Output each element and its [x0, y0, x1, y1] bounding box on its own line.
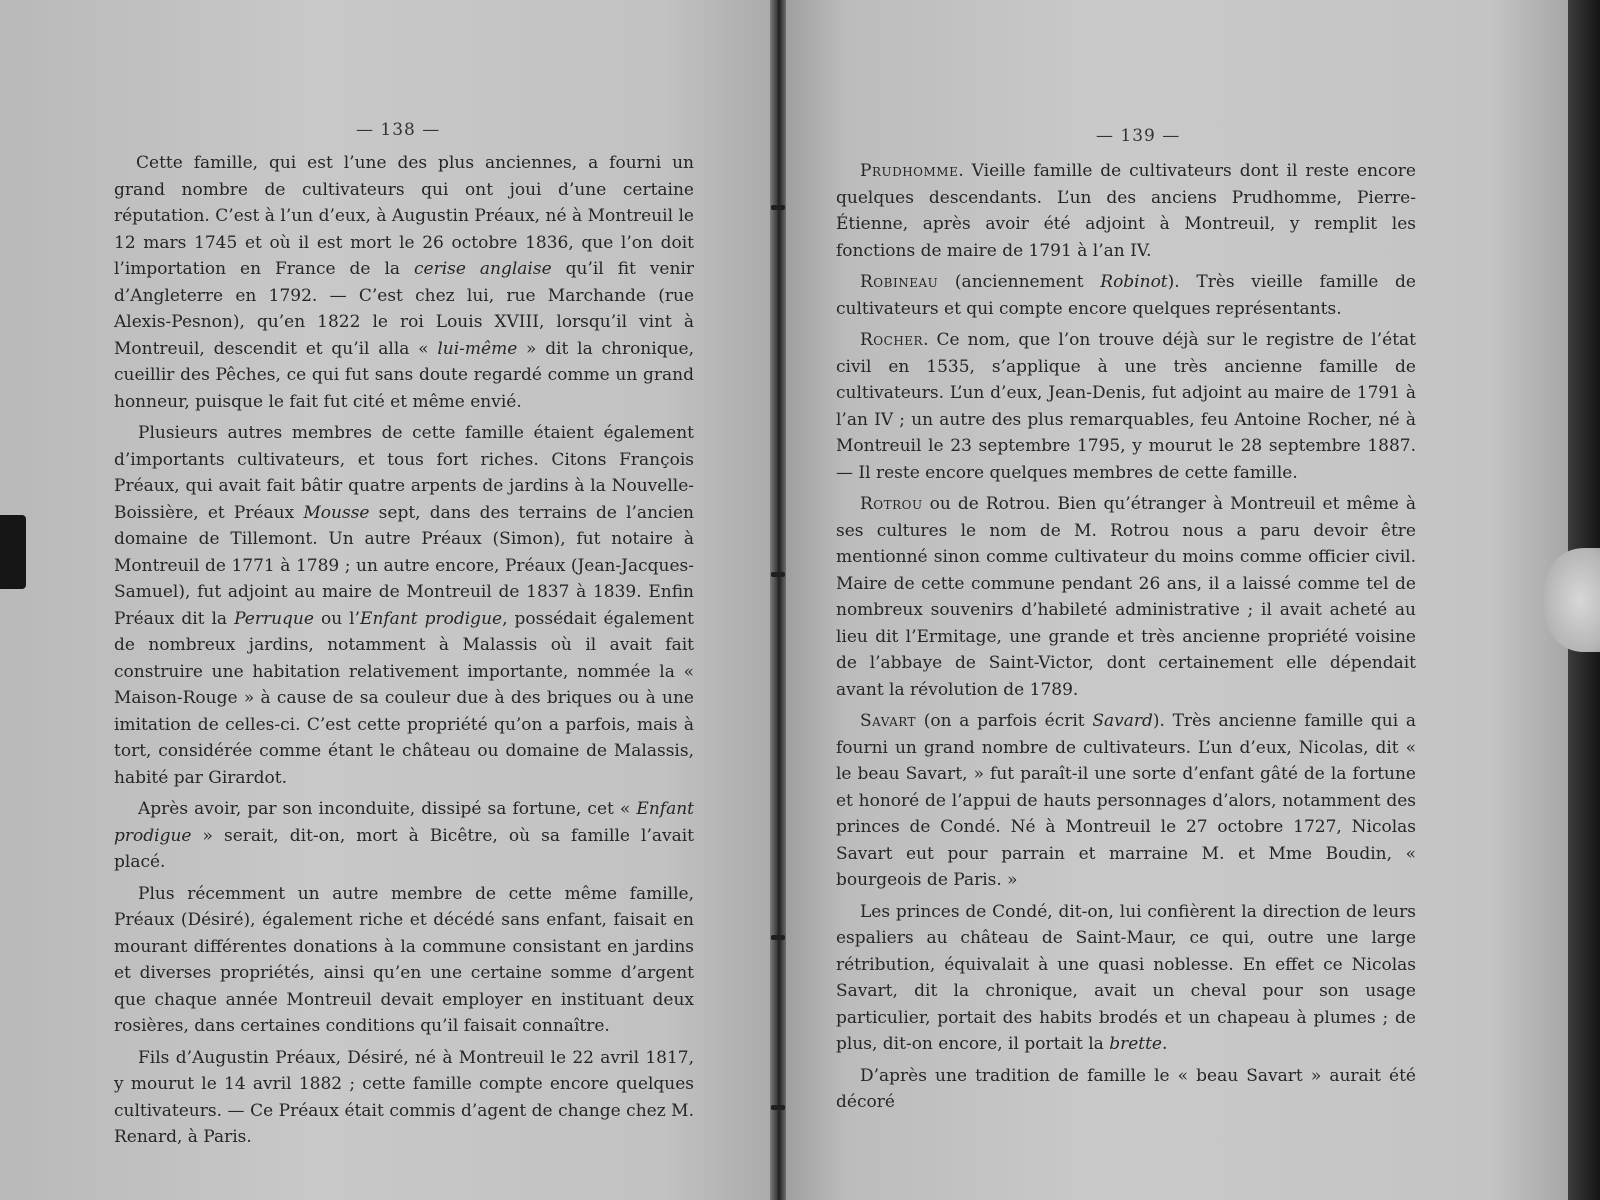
left-page [0, 0, 780, 1200]
paragraph: Rotrou ou de Rotrou. Bien qu’étranger à Montreuil et même à ses cultures le nom de M. Rotrou nous a paru devoir être mentionné sinon comme cultivateur du moins comme officier civil. Maire de cette commune pendant 26 ans, il a laissé comme tel de nombreux souvenirs d’habileté administrative ; il avait acheté au lieu dit l’Ermitage, une grande et très ancienne propriété voisine de l’abbaye de Saint-Victor, dont certainement elle dépendait avant la révolution de 1789. [836, 494, 1416, 700]
right-page-text [836, 158, 1416, 1121]
binding-stitch [771, 1105, 785, 1110]
book-gutter [770, 0, 786, 1200]
binding-stitch [771, 935, 785, 940]
paragraph: Les princes de Condé, dit-on, lui confièrent la direction de leurs espaliers au château de Saint-Maur, ce qui, outre une large rétribution, équivalait à une quasi noblesse. En effet ce Nicolas Savart, dit la chronique, avait un cheval pour son usage particulier, portait des habits brodés et un chapeau à plumes ; de plus, dit-on encore, il portait la brette. [836, 901, 1416, 1054]
paragraph: Après avoir, par son inconduite, dissipé sa fortune, cet « Enfant prodigue » serait, dit-on, mort à Bicêtre, où sa famille l’avait placé. [114, 799, 694, 872]
left-page-text [114, 150, 694, 1156]
page-number-right: — 139 — [1096, 126, 1181, 146]
binding-stitch [771, 205, 785, 210]
binding-stitch [771, 572, 785, 577]
paragraph: Rocher. Ce nom, que l’on trouve déjà sur le registre de l’état civil en 1535, s’applique à une très ancienne famille de cultivateurs. L’un d’eux, Jean-Denis, fut adjoint au maire de 1791 à l’an IV ; un autre des plus remarquables, feu Antoine Rocher, né à Montreuil le 23 septembre 1795, y mourut le 28 septembre 1887. — Il reste encore quelques membres de cette famille. [836, 330, 1416, 483]
paragraph: Robineau (anciennement Robinot). Très vieille famille de cultivateurs et qui compte encore quelques représentants. [836, 272, 1416, 319]
paragraph: D’après une tradition de famille le « beau Savart » aurait été décoré [836, 1065, 1416, 1112]
paragraph: Savart (on a parfois écrit Savard). Très ancienne famille qui a fourni un grand nombre de cultivateurs. L’un d’eux, Nicolas, dit « le beau Savart, » fut paraît-il une sorte d’enfant gâté de la fortune et honoré de l’appui de hauts personnages d’alors, notamment des princes de Condé. Né à Montreuil le 27 octobre 1727, Nicolas Savart eut pour parrain et marraine M. et Mme Boudin, « bourgeois de Paris. » [836, 711, 1416, 890]
paragraph: Fils d’Augustin Préaux, Désiré, né à Montreuil le 22 avril 1817, y mourut le 14 avril 1882 ; cette famille compte encore quelques cultivateurs. — Ce Préaux était commis d’agent de change chez M. Renard, à Paris. [114, 1047, 694, 1147]
right-page [784, 0, 1570, 1200]
holding-thumb [1544, 548, 1600, 652]
paragraph: Prudhomme. Vieille famille de cultivateurs dont il reste encore quelques descendants. L’un des anciens Prudhomme, Pierre-Étienne, après avoir été adjoint à Montreuil, y remplit les fonctions de maire de 1791 à l’an IV. [836, 161, 1416, 261]
page-clip [0, 515, 26, 589]
paragraph: Plusieurs autres membres de cette famille étaient également d’importants cultivateurs, et tous fort riches. Citons François Préaux, qui avait fait bâtir quatre arpents de jardins à la Nouvelle-Boissière, et Préaux Mousse sept, dans des terrains de l’ancien domaine de Tillemont. Un autre Préaux (Simon), fut notaire à Montreuil de 1771 à 1789 ; un autre encore, Préaux (Jean-Jacques-Samuel), fut adjoint au maire de Montreuil de 1837 à 1839. Enfin Préaux dit la Perruque ou l’Enfant prodigue, possédait également de nombreux jardins, notamment à Malassis où il avait fait construire une habitation relativement importante, nommée la « Maison-Rouge » à cause de sa couleur due à des briques ou à une imitation de celles-ci. C’est cette propriété qu’on a parfois, mais à tort, considérée comme étant le château ou domaine de Malassis, habité par Girardot. [114, 423, 694, 788]
page-number-left: — 138 — [356, 120, 441, 140]
paragraph: Plus récemment un autre membre de cette même famille, Préaux (Désiré), également riche et décédé sans enfant, faisait en mourant différentes donations à la commune consistant en jardins et diverses propriétés, ainsi qu’en une certaine somme d’argent que chaque année Montreuil devait employer en instituant deux rosières, dans certaines conditions qu’il faisait connaître. [114, 883, 694, 1036]
paragraph: Cette famille, qui est l’une des plus anciennes, a fourni un grand nombre de cultivateurs qui ont joui d’une certaine réputation. C’est à l’un d’eux, à Augustin Préaux, né à Montreuil le 12 mars 1745 et où il est mort le 26 octobre 1836, que l’on doit l’importation en France de la cerise anglaise qu’il fit venir d’Angleterre en 1792. — C’est chez lui, rue Marchande (rue Alexis-Pesnon), qu’en 1822 le roi Louis XVIII, lorsqu’il vint à Montreuil, descendit et qu’il alla « lui-même » dit la chronique, cueillir des Pêches, ce qui fut sans doute regardé comme un grand honneur, puisque le fait fut cité et même envié. [114, 153, 695, 412]
